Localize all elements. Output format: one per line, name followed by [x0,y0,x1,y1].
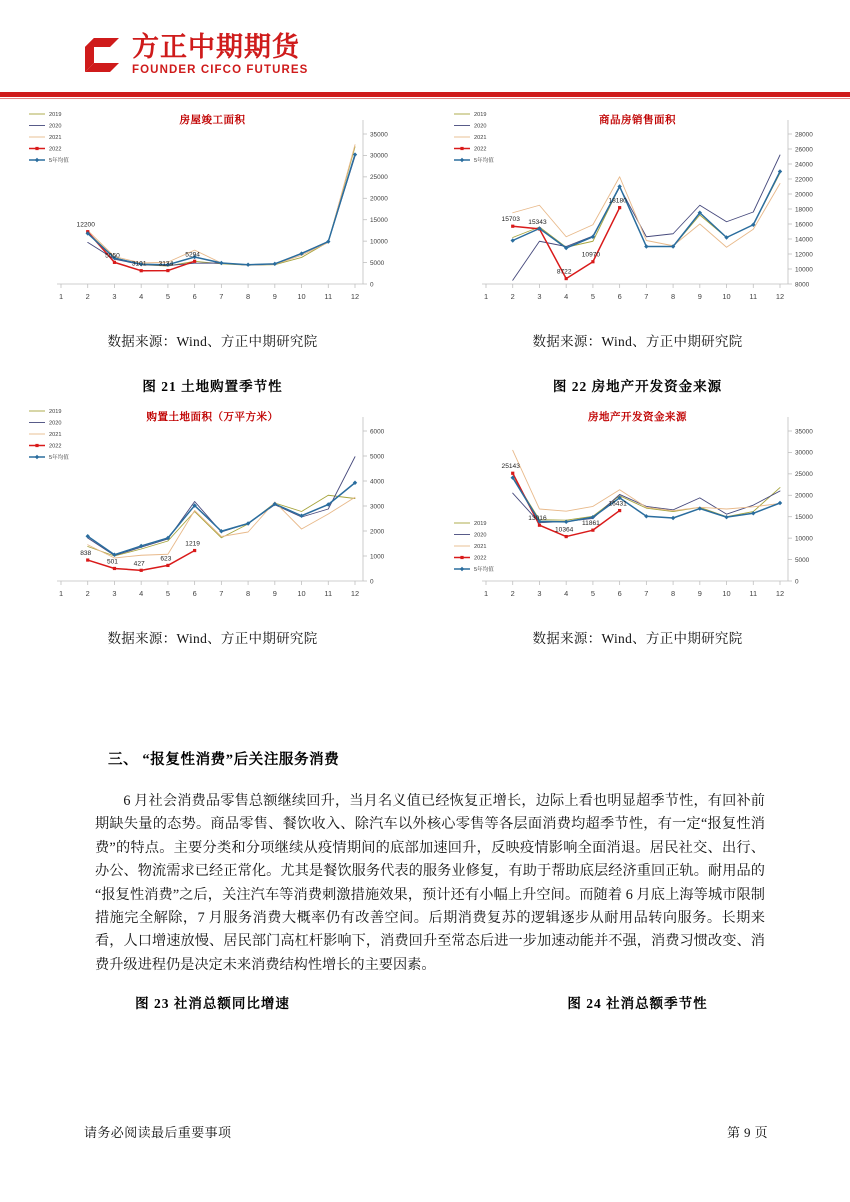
svg-text:427: 427 [133,560,145,568]
svg-text:6: 6 [192,589,197,598]
svg-text:2022: 2022 [473,555,486,562]
svg-text:1: 1 [483,292,488,301]
svg-text:12000: 12000 [794,251,813,259]
svg-text:6: 6 [617,589,622,598]
svg-text:10970: 10970 [581,251,600,259]
svg-text:2022: 2022 [473,146,486,153]
svg-text:10000: 10000 [369,238,388,246]
svg-text:12: 12 [775,292,784,301]
svg-text:6: 6 [617,292,622,301]
svg-text:11861: 11861 [581,520,600,528]
company-logo [82,34,308,77]
figure-21-caption: 图 21 土地购置季节性 [142,379,283,394]
svg-text:11: 11 [323,292,332,301]
section-heading: 三、 “报复性消费”后关注服务消费 [108,752,340,768]
svg-text:10000: 10000 [794,535,813,543]
svg-text:2019: 2019 [473,112,486,119]
svg-text:5000: 5000 [369,259,384,267]
svg-text:2021: 2021 [48,432,61,439]
svg-text:3: 3 [111,589,117,598]
chart-canvas [448,405,828,623]
svg-text:7: 7 [218,292,223,301]
svg-text:20000: 20000 [794,492,813,500]
chart-title: 购置土地面积（万平方米） [146,411,279,423]
svg-text:15703: 15703 [501,216,520,224]
data-source-label: 数据来源：Wind、方正中期研究院 [532,631,743,646]
chart-land-purchase-area [23,405,403,623]
svg-text:5000: 5000 [794,556,809,564]
svg-text:30000: 30000 [794,449,813,457]
data-source-label: 数据来源：Wind、方正中期研究院 [532,334,743,349]
svg-text:15343: 15343 [527,218,547,226]
svg-text:2022: 2022 [48,443,61,450]
svg-text:623: 623 [159,555,171,563]
svg-text:2021: 2021 [473,135,486,142]
svg-text:16000: 16000 [794,221,813,229]
svg-text:3: 3 [536,589,542,598]
svg-text:2019: 2019 [473,521,486,528]
svg-text:1: 1 [58,589,63,598]
svg-text:25000: 25000 [369,174,388,182]
svg-text:3101: 3101 [131,260,147,268]
svg-text:26000: 26000 [794,146,813,154]
svg-text:2: 2 [85,292,90,301]
svg-text:2021: 2021 [48,135,61,142]
svg-text:2021: 2021 [473,544,486,551]
svg-text:16431: 16431 [607,500,627,508]
founder-logo-icon [82,35,122,75]
svg-text:7: 7 [218,589,223,598]
svg-text:20000: 20000 [794,191,813,199]
header-divider [0,92,850,97]
svg-text:8: 8 [670,589,675,598]
svg-text:501: 501 [106,558,118,566]
svg-text:5000: 5000 [369,453,384,461]
svg-text:3: 3 [536,292,542,301]
svg-text:10: 10 [721,589,731,598]
caption-row-21-22 [0,375,850,395]
svg-text:2: 2 [510,589,515,598]
figure-21-cell [0,405,425,647]
svg-text:11: 11 [748,292,757,301]
svg-text:18180: 18180 [607,197,627,205]
svg-text:10: 10 [721,292,731,301]
svg-text:9: 9 [697,589,702,598]
brand-name-cn: 方正中期期货 [132,32,300,63]
svg-text:2019: 2019 [48,409,61,416]
svg-text:1219: 1219 [184,540,200,548]
figure-19-cell [0,108,425,350]
svg-text:3000: 3000 [369,503,384,511]
svg-text:838: 838 [79,550,91,558]
svg-text:11: 11 [748,589,757,598]
svg-text:7: 7 [643,589,648,598]
svg-text:9: 9 [697,292,702,301]
svg-text:2020: 2020 [473,532,486,539]
svg-text:15000: 15000 [369,217,388,225]
svg-text:0: 0 [369,281,374,289]
svg-text:25000: 25000 [794,471,813,479]
svg-text:20000: 20000 [369,195,388,203]
svg-text:10000: 10000 [794,266,813,274]
svg-text:35000: 35000 [369,131,388,139]
svg-text:12: 12 [350,292,359,301]
svg-text:9: 9 [272,292,277,301]
svg-text:10: 10 [296,589,306,598]
chart-realestate-funding-source [448,405,828,623]
svg-text:24000: 24000 [794,161,813,169]
svg-text:5: 5 [590,589,595,598]
svg-text:2: 2 [85,589,90,598]
chart-title: 商品房销售面积 [599,114,676,126]
svg-text:2000: 2000 [369,528,384,536]
svg-text:14000: 14000 [794,236,813,244]
svg-text:5050: 5050 [104,252,120,260]
svg-text:1: 1 [58,292,63,301]
svg-text:3: 3 [111,292,117,301]
chart-canvas [23,108,403,326]
footer-disclaimer: 请务必阅读最后重要事项 [84,1125,232,1140]
svg-text:6: 6 [192,292,197,301]
header-divider-thin [0,98,850,99]
svg-text:0: 0 [794,578,799,586]
footer-page-number: 第 9 页 [727,1125,768,1140]
body-paragraph: 6 月社会消费品零售总额继续回升，当月名义值已经恢复正增长，边际上看也明显超季节性，有回补前期缺失量的态势。商品零售、餐饮收入、除汽车以外核心零售等各层面消费均超季节性，有一定“报复性消费”的特点。主要分类和分项继续从疫情期间的底部加速回升，反映疫情影响全面消退。居民社交、出行、办公、物流需求已经正常化。尤其是餐饮服务代表的服务业修复，有助于帮助底层经济重回正轨。耐用品的“报复性消费”之后，关注汽车等消费刺激措施效果，预计还有小幅上升空间。而随着 6 月底上海等城市限制措施完全解除，7 月服务消费大概率仍有改善空间。后期消费复苏的逻辑逐步从耐用品转向服务。长期来看，人口增速放慢、居民部门高杠杆影响下，消费回升至常态后进一步加速动能并不强，消费习惯改变、消费升级进程仍是决定未来消费结构性增长的主要因素。 [95,793,765,973]
data-source-label: 数据来源：Wind、方正中期研究院 [107,631,318,646]
svg-text:2: 2 [510,292,515,301]
svg-text:5294: 5294 [184,251,200,259]
svg-text:10: 10 [296,292,306,301]
svg-text:5年均值: 5年均值 [48,455,69,462]
svg-text:15000: 15000 [794,514,813,522]
svg-text:11: 11 [323,589,332,598]
svg-text:5年均值: 5年均值 [48,158,69,165]
charts-row-top [0,108,850,350]
svg-text:28000: 28000 [794,131,813,139]
svg-text:18000: 18000 [794,206,813,214]
svg-text:12: 12 [350,589,359,598]
svg-text:10364: 10364 [554,526,573,534]
chart-commodity-house-sales [448,108,828,326]
svg-text:8: 8 [670,292,675,301]
svg-text:0: 0 [369,578,374,586]
svg-text:9: 9 [272,589,277,598]
svg-text:4: 4 [138,589,143,598]
svg-text:5年均值: 5年均值 [473,567,494,574]
svg-text:5: 5 [165,292,170,301]
svg-text:2020: 2020 [48,420,61,427]
svg-text:2022: 2022 [48,146,61,153]
caption-row-23-24 [0,992,850,1012]
brand-name-en: FOUNDER CIFCO FUTURES [132,64,309,76]
svg-text:1000: 1000 [369,553,384,561]
svg-text:5年均值: 5年均值 [473,158,494,165]
svg-text:4: 4 [563,292,568,301]
svg-text:13016: 13016 [527,515,547,523]
chart-canvas [448,108,828,326]
svg-text:4: 4 [138,292,143,301]
figure-22-caption: 图 22 房地产开发资金来源 [552,379,723,394]
svg-text:35000: 35000 [794,428,813,436]
svg-text:7: 7 [643,292,648,301]
data-source-label: 数据来源：Wind、方正中期研究院 [107,334,318,349]
charts-row-bottom [0,405,850,647]
svg-text:1: 1 [483,589,488,598]
chart-housing-completion [23,108,403,326]
svg-text:8: 8 [245,292,250,301]
figure-23-caption: 图 23 社消总额同比增速 [135,996,290,1011]
figure-22-cell [425,405,850,647]
svg-text:25143: 25143 [501,463,520,471]
chart-title: 房屋竣工面积 [179,114,246,126]
figure-24-caption: 图 24 社消总额季节性 [567,996,708,1011]
svg-text:3134: 3134 [158,260,173,268]
figure-20-cell [425,108,850,350]
svg-text:4: 4 [563,589,568,598]
svg-text:4000: 4000 [369,478,384,486]
page-footer [0,1122,850,1152]
svg-text:5: 5 [165,589,170,598]
svg-text:8722: 8722 [556,268,572,276]
chart-canvas [23,405,403,623]
svg-text:12200: 12200 [76,221,95,229]
svg-text:30000: 30000 [369,152,388,160]
svg-text:5: 5 [590,292,595,301]
svg-text:2019: 2019 [48,112,61,119]
svg-text:22000: 22000 [794,176,813,184]
svg-text:8: 8 [245,589,250,598]
page-header [0,0,850,100]
svg-text:12: 12 [775,589,784,598]
chart-title: 房地产开发资金来源 [588,411,687,423]
svg-text:2020: 2020 [473,123,486,130]
svg-text:8000: 8000 [794,281,809,289]
svg-text:2020: 2020 [48,123,61,130]
svg-text:6000: 6000 [369,428,384,436]
